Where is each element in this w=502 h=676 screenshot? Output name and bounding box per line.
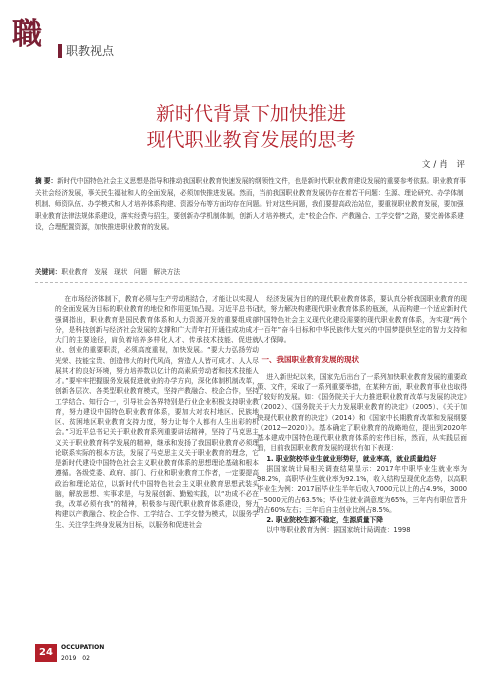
body-paragraph: 经济发展为目的的现代职业教育体系，要认真分析我国职业教育的现状，努力解决构建现代职业教育体系的瓶颈，从而构建一个适应新时代中国特色社会主义现代化建设需要的现代职业教育体系，为实现“两个一百年”奋斗目标和中华民族伟大复兴的中国梦提供坚定的智力支持和人才保障。	[257, 295, 467, 344]
section-heading: 一、我国职业教育发展的现状	[261, 355, 359, 365]
keywords-text: 职业教育 发展 现状 问题 解决方法	[61, 268, 181, 276]
body-paragraph: 以中等职业教育为例：据国家统计局调查：1998	[266, 526, 411, 535]
abstract	[35, 176, 467, 234]
abstract-label: 摘 要：	[35, 177, 58, 185]
body-column-left	[55, 294, 259, 530]
body-paragraph: 在市场经济体制下，教育必须与生产劳动相结合，才能让以实现人的全面发展为目标的职业教育的地位和作用更加凸现。习近平总书记强调指出，职业教育是国民教育体系和人力资源开发的重要组成部分，是科技创新与经济社会发展的支撑和广大青年打开通往成功成才大门的主要途径，肩负着培养多样化人才、传承技术技能、促进就业、创业的重要职责，必须高度重视，加快发展。“要大力弘扬劳动光荣、技能宝贵、创造伟大的时代风尚，营造人人皆可成才、人人尽展其才的良好环境，努力培养数以亿计的高素质劳动者和技术技能人才。”要牢牢把握服务发展促进就业的办学方向，深化体制机制改革，创新各层次、各类型职业教育模式，坚持产教融合、校企合作，坚持工学结合、知行合一，引导社会各界特别是行业企业积极支持职业教育，努力建设中国特色职业教育体系，要加大对农村地区、民族地区、贫困地区职业教育支持力度，努力让每个人都有人生出彩的机会。”习近平总书记关于职业教育系列重要讲话精神，坚持了马克思主义关于职业教育科学发展的精神，继承和发扬了我国职业教育必须理论联系实际的根本方法，发展了马克思主义关于职业教育的理念，它是新时代建设中国特色社会主义职业教育体系的思想理论基础和根本遵循。各级党委、政府、部门、行业和职业教育工作者，一定要提高政治和理论站位，以新时代中国特色社会主义职业教育思想武装头脑，解放思想、实事求是，与发展创新、勤勉实践，以“功成不必在我，改革必须有我”的精神，积极参与现代职业教育体系建设，努力构建以产教融合、校企合作、工学结合、工学交替为模式，以服务学生、关注学生终身发展为目标，以服务和促进社会	[55, 295, 259, 529]
page-number: 24	[35, 644, 57, 662]
keywords-label: 关键词：	[35, 268, 62, 276]
article-title-line-2: 现代职业教育发展的思考	[146, 129, 356, 151]
subsection-heading: 1. 职业院校毕业生就业形势好，就业率高，就业质量趋好	[266, 454, 437, 463]
body-paragraph: 进入新世纪以来，国家先后出台了一系列加快职业教育发展的重要政策、文件，采取了一系列重要举措，在某种方面，职业教育事业也取得了较好的发展。如：《国务院关于大力推进职业教育改革与发展的决定》（2002）、《国务院关于大力发展职业教育的决定》（2005）、《关于加快现代职业教育的决定》（2014）和《国家中长期教育改革和发展纲要（2012—2020）》。基本确定了职业教育的战略地位，提出到2020年基本建成中国特色现代职业教育体系的宏伟目标，然而，从实践层面看，目前我国职业教育发展的现状有如下表现：	[257, 372, 467, 453]
logo-divider	[58, 44, 62, 58]
body-paragraph: 据国家统计局相关调查结果显示：2017年中职毕业生就业率为98.2%，高职毕业生就业率为92.1%，收入结构呈现优化态势，以高职毕业生为例：2017届毕业生半年后收入7000元以上的占4.9%，3000－5000元的占63.5%；毕业生就业满意度为65%，三年内有职位晋升的占60%左右；三年后自主创业比例占8.5%。	[257, 464, 467, 514]
body-column-right	[257, 294, 467, 536]
divider-rule	[35, 282, 467, 283]
column-logo: 職	[12, 17, 42, 52]
section-label: 职教视点	[66, 44, 115, 58]
subsection-heading: 2. 职业院校生源不稳定，生源质量下降	[266, 516, 383, 524]
abstract-text: 新时代中国特色社会主义思想是指导和推动我国职业教育快速发展的纲领性文件，也是新时代职业教育建设发展的重要参考依据。职业教育事关社会经济发展，事关民生福祉和人的全面发展，必须加快推进发展。然而，当前我国职业教育发展仍存在着若干问题：生源、理论研究、办学体制机制、师资队伍、办学模式和人才培养体系构建、资源分布等方面均存在问题。针对这些问题，我们要提高政治站位，要重视职业教育发展，要加强职业教育法律法规体系建设，落实经费与招生，要创新办学机制体制，创新人才培养模式，走“校企合作、产教融合、工学交替”之路，要完善体系建设，合理配置资源，加快推进职业教育的发展。	[35, 177, 466, 231]
article-title-line-1: 新时代背景下加快推进	[155, 103, 346, 125]
keywords	[35, 266, 467, 276]
journal-issue: 2019 02	[61, 655, 90, 662]
author-byline: 文/肖 评	[421, 160, 468, 170]
journal-name: OCCUPATION	[61, 644, 105, 651]
